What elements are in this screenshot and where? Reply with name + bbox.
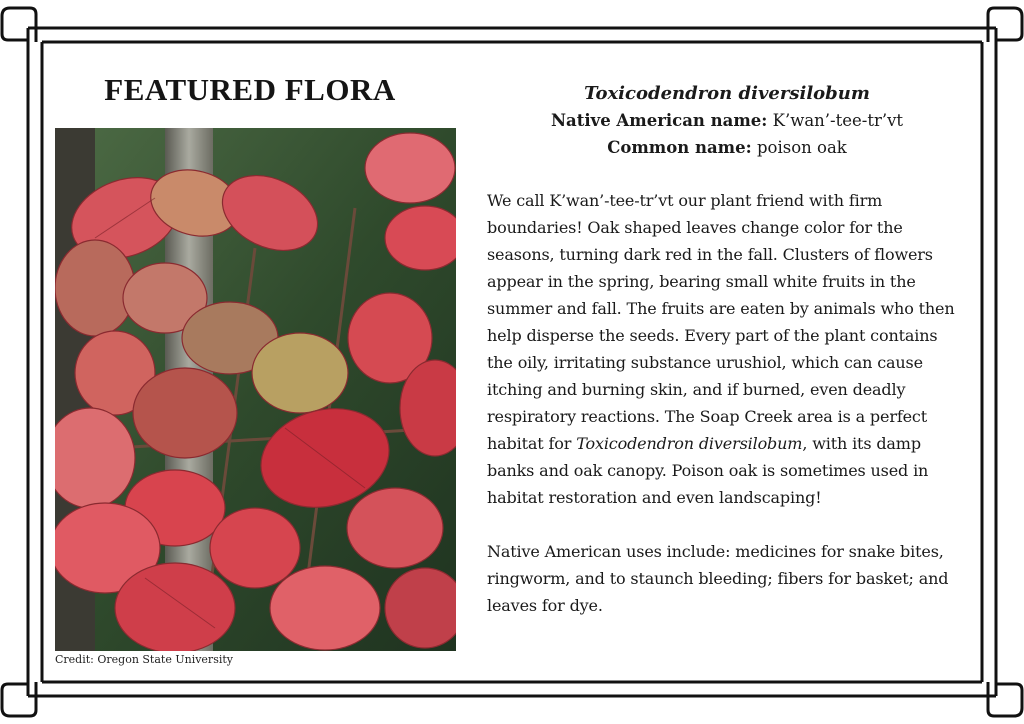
plant-name-block (487, 80, 967, 161)
description-part1: We call K’wan’-tee-tr’vt our plant friend with firm boundaries! Oak shaped leaves change color for the seasons, turning dark red in the fall. Clusters of flowers appear in the spring, bearing small white fruits in the summer and fall. The fruits are eaten by animals who then help disperse the seeds. Every part of the plant contains the oily, irritating substance urushiol, which can cause itching and burning skin, and if burned, even deadly respiratory reactions. The Soap Creek area is a perfect habitat for (487, 191, 955, 453)
plant-info (487, 80, 967, 619)
common-name-value: poison oak (756, 138, 847, 157)
uses-paragraph: Native American uses include: medicines for snake bites, ringworm, and to staunch bleeding; fibers for basket; and leaves for dye. (487, 542, 949, 615)
native-name-line (487, 107, 967, 134)
description-paragraph (487, 187, 967, 511)
page-title: FEATURED FLORA (104, 72, 396, 107)
photo-credit: Credit: Oregon State University (55, 653, 233, 666)
poison-oak-photo (55, 128, 456, 651)
common-name-line (487, 134, 967, 161)
scientific-name: Toxicodendron diversilobum (584, 83, 870, 104)
description-part2: , with its damp banks and oak canopy. Poison oak is sometimes used in habitat restoration and even landscaping! (487, 434, 929, 507)
leaf-illustration (55, 128, 456, 651)
native-name-label: Native American name: (550, 111, 768, 130)
native-name-value: K’wan’-tee-tr’vt (772, 111, 904, 130)
description-italic-name: Toxicodendron diversilobum (576, 434, 803, 453)
common-name-label: Common name: (607, 138, 752, 157)
